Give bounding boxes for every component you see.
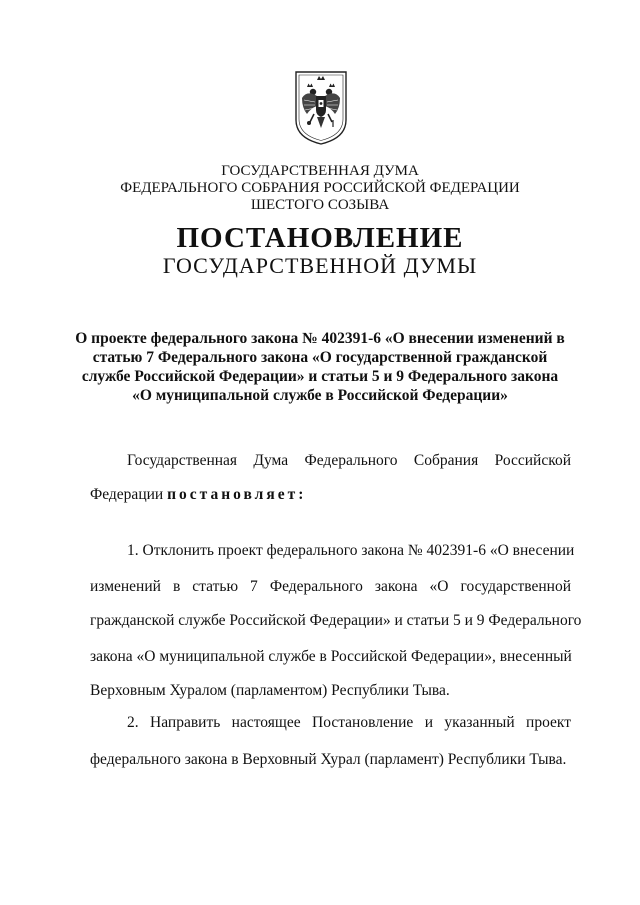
institution-name-line2: ФЕДЕРАЛЬНОГО СОБРАНИЯ РОССИЙСКОЙ ФЕДЕРАЦИИ (120, 180, 520, 196)
subject-line: «О муниципальной службе в Российской Федерации» (132, 387, 508, 404)
institution-name-line1: ГОСУДАРСТВЕННАЯ ДУМА (221, 163, 419, 179)
russian-coat-of-arms-icon (293, 68, 349, 146)
subject-line: статью 7 Федерального закона «О государственной гражданской (92, 349, 548, 366)
convocation-line: ШЕСТОГО СОЗЫВА (250, 197, 390, 213)
paragraph-line: 1. Отклонить проект федерального закона № 402391-6 «О внесении (127, 542, 575, 559)
document-subject (60, 329, 580, 405)
subject-line: О проекте федерального закона № 402391-6 «О внесении изменений в (75, 330, 565, 347)
subject-line: службе Российской Федерации» и статьи 5 и 9 Федерального закона (81, 368, 559, 385)
document-subtitle: ГОСУДАРСТВЕННОЙ ДУМЫ (162, 253, 478, 278)
paragraph-line: закона «О муниципальной службе в Российской Федерации», внесенный (90, 648, 572, 665)
paragraph-line: изменений в статью 7 Федерального закона «О государственной (90, 578, 571, 595)
paragraph-line: федерального закона в Верховный Хурал (парламент) Республики Тыва. (90, 751, 567, 768)
preamble-line (90, 486, 571, 504)
paragraph-line: Верховным Хуралом (парламентом) Республики Тыва. (90, 682, 450, 699)
preamble-verb: постановляет: (167, 486, 307, 503)
preamble-text: Федерации (90, 486, 168, 503)
document-title: ПОСТАНОВЛЕНИЕ (176, 222, 464, 254)
paragraph-line: гражданской службе Российской Федерации» и статьи 5 и 9 Федерального (90, 612, 582, 629)
paragraph-line: 2. Направить настоящее Постановление и указанный проект (127, 714, 571, 731)
preamble-line: Государственная Дума Федерального Собрания Российской (127, 452, 571, 469)
